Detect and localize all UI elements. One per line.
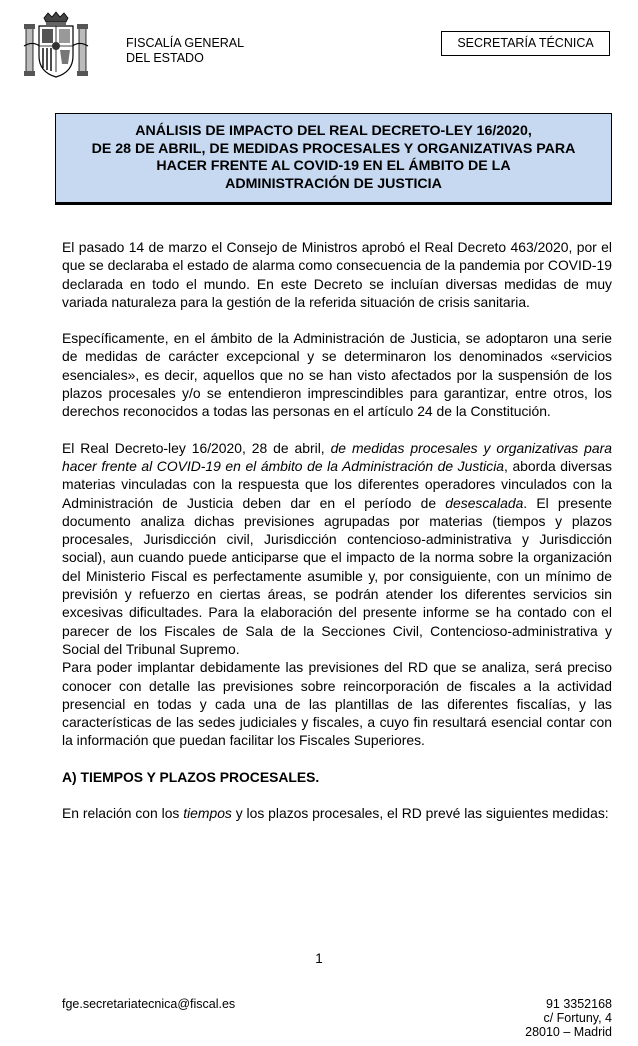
footer-phone: 91 3352168	[545, 997, 612, 1011]
title-line: ADMINISTRACIÓN DE JUSTICIA	[225, 175, 442, 192]
title-line: HACER FRENTE AL COVID-19 EN EL ÁMBITO DE LA	[156, 158, 511, 174]
paragraph-3	[62, 439, 612, 659]
paragraph-5-text: y los plazos procesales, el RD prevé las siguientes medidas:	[231, 805, 609, 822]
org-line-2: DEL ESTADO	[126, 51, 204, 65]
document-title-box	[55, 113, 612, 203]
paragraph-4: Para poder implantar debidamente las previsiones del RD que se analiza, será preciso conocer con detalle las previsiones sobre reincorporación de fiscales a la actividad presencial en todas y cada una de las plantillas de las diferentes fiscalías, y las características de las sedes judiciales y fiscales, a cuyo fin resultará esencial contar con la información que puedan facilitar los Fiscales Superiores.	[62, 659, 612, 749]
title-line: DE 28 DE ABRIL, DE MEDIDAS PROCESALES Y ORGANIZATIVAS PARA	[91, 140, 576, 157]
org-line-1: FISCALÍA GENERAL	[126, 36, 245, 50]
organization-name	[126, 36, 244, 66]
coat-of-arms-icon	[22, 10, 90, 80]
department-badge: SECRETARÍA TÉCNICA	[441, 31, 610, 56]
paragraph-1: El pasado 14 de marzo el Consejo de Ministros aprobó el Real Decreto 463/2020, por el que se declaraba el estado de alarma como consecuencia de la pandemia por COVID-19 declarada en todo el mundo. En este Decreto se incluían diversas medidas de muy variada naturaleza para la gestión de la referida situación de crisis sanitaria.	[62, 239, 612, 310]
footer-address	[525, 997, 612, 1039]
footer-street: c/ Fortuny, 4	[543, 1011, 612, 1025]
paragraph-3-text: El Real Decreto-ley 16/2020, 28 de abril,	[62, 439, 331, 456]
footer-city: 28010 – Madrid	[525, 1025, 612, 1039]
desescalada-italic: desescalada	[445, 494, 524, 511]
page-number: 1	[315, 951, 323, 966]
paragraph-2: Específicamente, en el ámbito de la Administración de Justicia, se adoptaron una serie de medidas de carácter excepcional y se determinaron los denominados «servicios esenciales», es decir, aquellos que no se han visto afectados por la suspensión de los plazos procesales y/o se entendieron imprescindibles para garantizar, entre otros, los derechos reconocidos a todas las personas en el artículo 24 de la Constitución.	[62, 330, 612, 420]
paragraph-3-text: , aborda diversas materias vinculadas con la respuesta que los diferentes operadores vinculados con la Administración de Justicia deben dar en el período de	[62, 457, 612, 511]
title-line: ANÁLISIS DE IMPACTO DEL REAL DECRETO-LEY 16/2020,	[135, 123, 532, 139]
decree-title-italic: de medidas procesales y organizativas para hacer frente al COVID-19 en el ámbito de la Administración de Justicia	[62, 439, 612, 474]
paragraph-3-text: . El presente documento analiza dichas previsiones agrupadas por materias (tiempos y plazos procesales, Jurisdicción civil, Jurisdicción contencioso-administrativa y Jurisdicción social), aun cuando puede anticiparse que el impacto de la norma sobre la organización del Ministerio Fiscal es perfectamente asumible y, por consiguiente, con un mínimo de previsión y refuerzo en ciertas áreas, se podrán atender los diferentes servicios sin excesivas dificultades. Para la elaboración del presente informe se ha contado con el parecer de los Fiscales de Sala de la Secciones Civil, Contencioso-administrativa y Social del Tribunal Supremo.	[62, 494, 612, 657]
document-body	[62, 238, 612, 822]
paragraph-5-text: En relación con los	[62, 805, 184, 822]
tiempos-italic: tiempos	[183, 805, 232, 822]
section-heading-a: A) TIEMPOS Y PLAZOS PROCESALES.	[62, 768, 320, 785]
footer-email: fge.secretariatecnica@fiscal.es	[62, 997, 236, 1011]
paragraph-5	[62, 804, 612, 822]
